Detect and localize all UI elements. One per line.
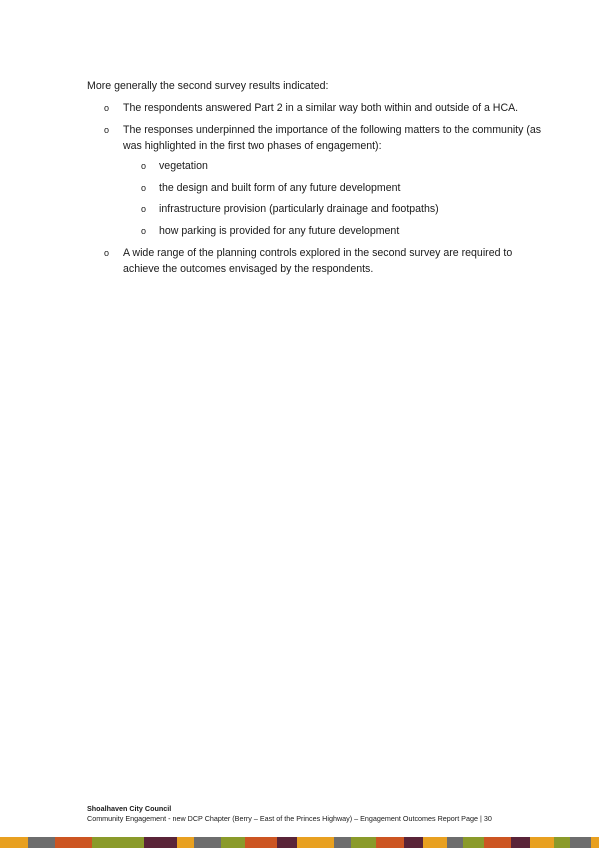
list-item-text: The respondents answered Part 2 in a similar way both within and outside of a HCA. bbox=[123, 102, 519, 114]
color-strip-segment bbox=[221, 837, 245, 848]
footer-color-strip bbox=[0, 837, 599, 848]
matters-sublist bbox=[123, 158, 547, 239]
color-strip-segment bbox=[277, 837, 297, 848]
list-item-text: A wide range of the planning controls explored in the second survey are required to achieve the outcomes envisaged by the respondents. bbox=[123, 246, 513, 275]
color-strip-segment bbox=[404, 837, 422, 848]
color-strip-segment bbox=[0, 837, 28, 848]
color-strip-segment bbox=[92, 837, 144, 848]
color-strip-segment bbox=[423, 837, 447, 848]
sublist-item-text: infrastructure provision (particularly drainage and footpaths) bbox=[159, 203, 439, 215]
color-strip-segment bbox=[55, 837, 92, 848]
sublist-item bbox=[123, 180, 547, 196]
findings-list bbox=[87, 100, 547, 283]
color-strip-segment bbox=[511, 837, 529, 848]
list-item bbox=[87, 245, 547, 277]
hollow-bullet-icon: o bbox=[141, 182, 147, 193]
color-strip-segment bbox=[297, 837, 334, 848]
sublist-item bbox=[123, 223, 547, 239]
hollow-bullet-icon: o bbox=[141, 161, 147, 171]
hollow-bullet-icon: o bbox=[104, 125, 110, 135]
sublist-item-text: the design and built form of any future development bbox=[159, 181, 401, 194]
color-strip-segment bbox=[376, 837, 404, 848]
color-strip-segment bbox=[484, 837, 512, 848]
footer-document-line: Community Engagement - new DCP Chapter (Berry – East of the Princes Highway) – Engagement Outcomes Report Page | 30 bbox=[87, 814, 492, 823]
hollow-bullet-icon: o bbox=[141, 225, 147, 236]
color-strip-segment bbox=[245, 837, 276, 848]
color-strip-segment bbox=[447, 837, 464, 848]
hollow-bullet-icon: o bbox=[104, 103, 110, 113]
color-strip-segment bbox=[554, 837, 571, 848]
sublist-item-text: vegetation bbox=[159, 160, 208, 172]
color-strip-segment bbox=[591, 837, 599, 848]
color-strip-segment bbox=[28, 837, 56, 848]
color-strip-segment bbox=[570, 837, 590, 848]
hollow-bullet-icon: o bbox=[104, 247, 110, 258]
list-item bbox=[87, 122, 547, 239]
list-item-text: The responses underpinned the importance of the following matters to the community (as was highlighted in the first two phases of engagement): bbox=[123, 124, 542, 152]
page-footer bbox=[87, 804, 492, 824]
color-strip-segment bbox=[530, 837, 554, 848]
color-strip-segment bbox=[463, 837, 483, 848]
sublist-item bbox=[123, 158, 547, 174]
color-strip-segment bbox=[177, 837, 194, 848]
color-strip-segment bbox=[334, 837, 351, 848]
intro-paragraph: More generally the second survey results indicated: bbox=[87, 80, 329, 92]
footer-organisation: Shoalhaven City Council bbox=[87, 804, 172, 813]
hollow-bullet-icon: o bbox=[141, 204, 147, 214]
sublist-item bbox=[123, 201, 547, 217]
color-strip-segment bbox=[194, 837, 222, 848]
color-strip-segment bbox=[351, 837, 377, 848]
color-strip-segment bbox=[144, 837, 177, 848]
list-item bbox=[87, 100, 547, 116]
sublist-item-text: how parking is provided for any future development bbox=[159, 224, 400, 237]
